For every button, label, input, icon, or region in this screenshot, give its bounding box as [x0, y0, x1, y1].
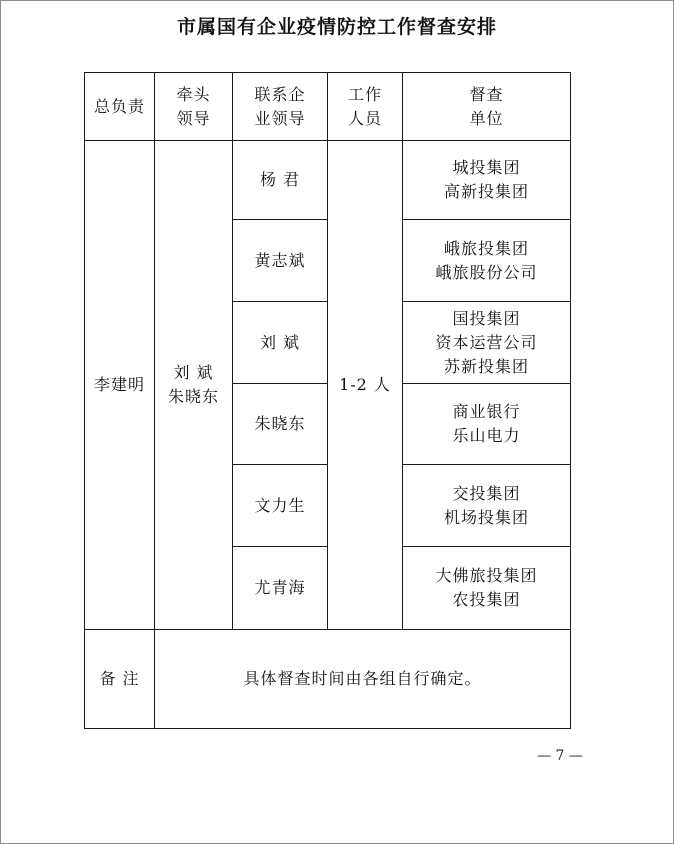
units-cell [403, 302, 571, 384]
lead-leader-1: 刘 斌 [173, 363, 214, 382]
unit-name: 交投集团 [452, 483, 521, 503]
header-row [85, 73, 571, 141]
unit-name: 资本运营公司 [435, 332, 538, 352]
unit-name: 农投集团 [452, 590, 521, 609]
header-staff [328, 73, 403, 141]
unit-name: 苏新投集团 [443, 356, 529, 376]
unit-name: 乐山电力 [452, 426, 521, 445]
contact-leader-cell: 刘 斌 [233, 302, 328, 384]
inspection-schedule-table [84, 72, 571, 729]
unit-name: 高新投集团 [443, 182, 529, 201]
contact-leader-cell: 朱晓东 [233, 384, 328, 465]
header-contact-line2: 业领导 [254, 108, 306, 128]
header-lead [155, 73, 233, 141]
staff-count-cell: 1-2 人 [328, 141, 403, 630]
remarks-label: 备 注 [85, 630, 155, 729]
remarks-row [85, 630, 571, 729]
units-cell [403, 547, 571, 630]
unit-name: 峨旅股份公司 [435, 262, 538, 282]
remarks-text: 具体督查时间由各组自行确定。 [155, 630, 571, 729]
header-units-line2: 单位 [469, 108, 504, 128]
lead-leaders-cell [155, 141, 233, 630]
unit-name: 城投集团 [452, 158, 521, 177]
header-units [403, 73, 571, 141]
header-lead-line1: 牵头 [176, 84, 211, 104]
header-contact-line1: 联系企 [254, 84, 306, 104]
contact-leader-cell: 黄志斌 [233, 220, 328, 302]
header-contact [233, 73, 328, 141]
contact-leader-cell: 杨 君 [233, 141, 328, 220]
unit-name: 大佛旅投集团 [435, 566, 538, 585]
contact-leader-cell: 文力生 [233, 465, 328, 547]
general-leader-cell: 李建明 [85, 141, 155, 630]
units-cell [403, 141, 571, 220]
header-staff-line1: 工作 [347, 84, 382, 104]
units-cell [403, 384, 571, 465]
table-row [85, 141, 571, 220]
header-staff-line2: 人员 [347, 108, 382, 128]
units-cell [403, 220, 571, 302]
document-title: 市属国有企业疫情防控工作督查安排 [176, 16, 497, 38]
page-number: — 7 — [537, 748, 583, 764]
units-cell [403, 465, 571, 547]
unit-name: 国投集团 [452, 308, 521, 328]
unit-name: 峨旅投集团 [443, 238, 529, 258]
unit-name: 机场投集团 [443, 507, 529, 527]
unit-name: 商业银行 [452, 402, 521, 421]
lead-leader-2: 朱晓东 [167, 387, 219, 406]
contact-leader-cell: 尤青海 [233, 547, 328, 630]
header-general: 总负责 [85, 73, 155, 141]
header-units-line1: 督查 [469, 84, 504, 104]
header-lead-line2: 领导 [176, 108, 211, 128]
